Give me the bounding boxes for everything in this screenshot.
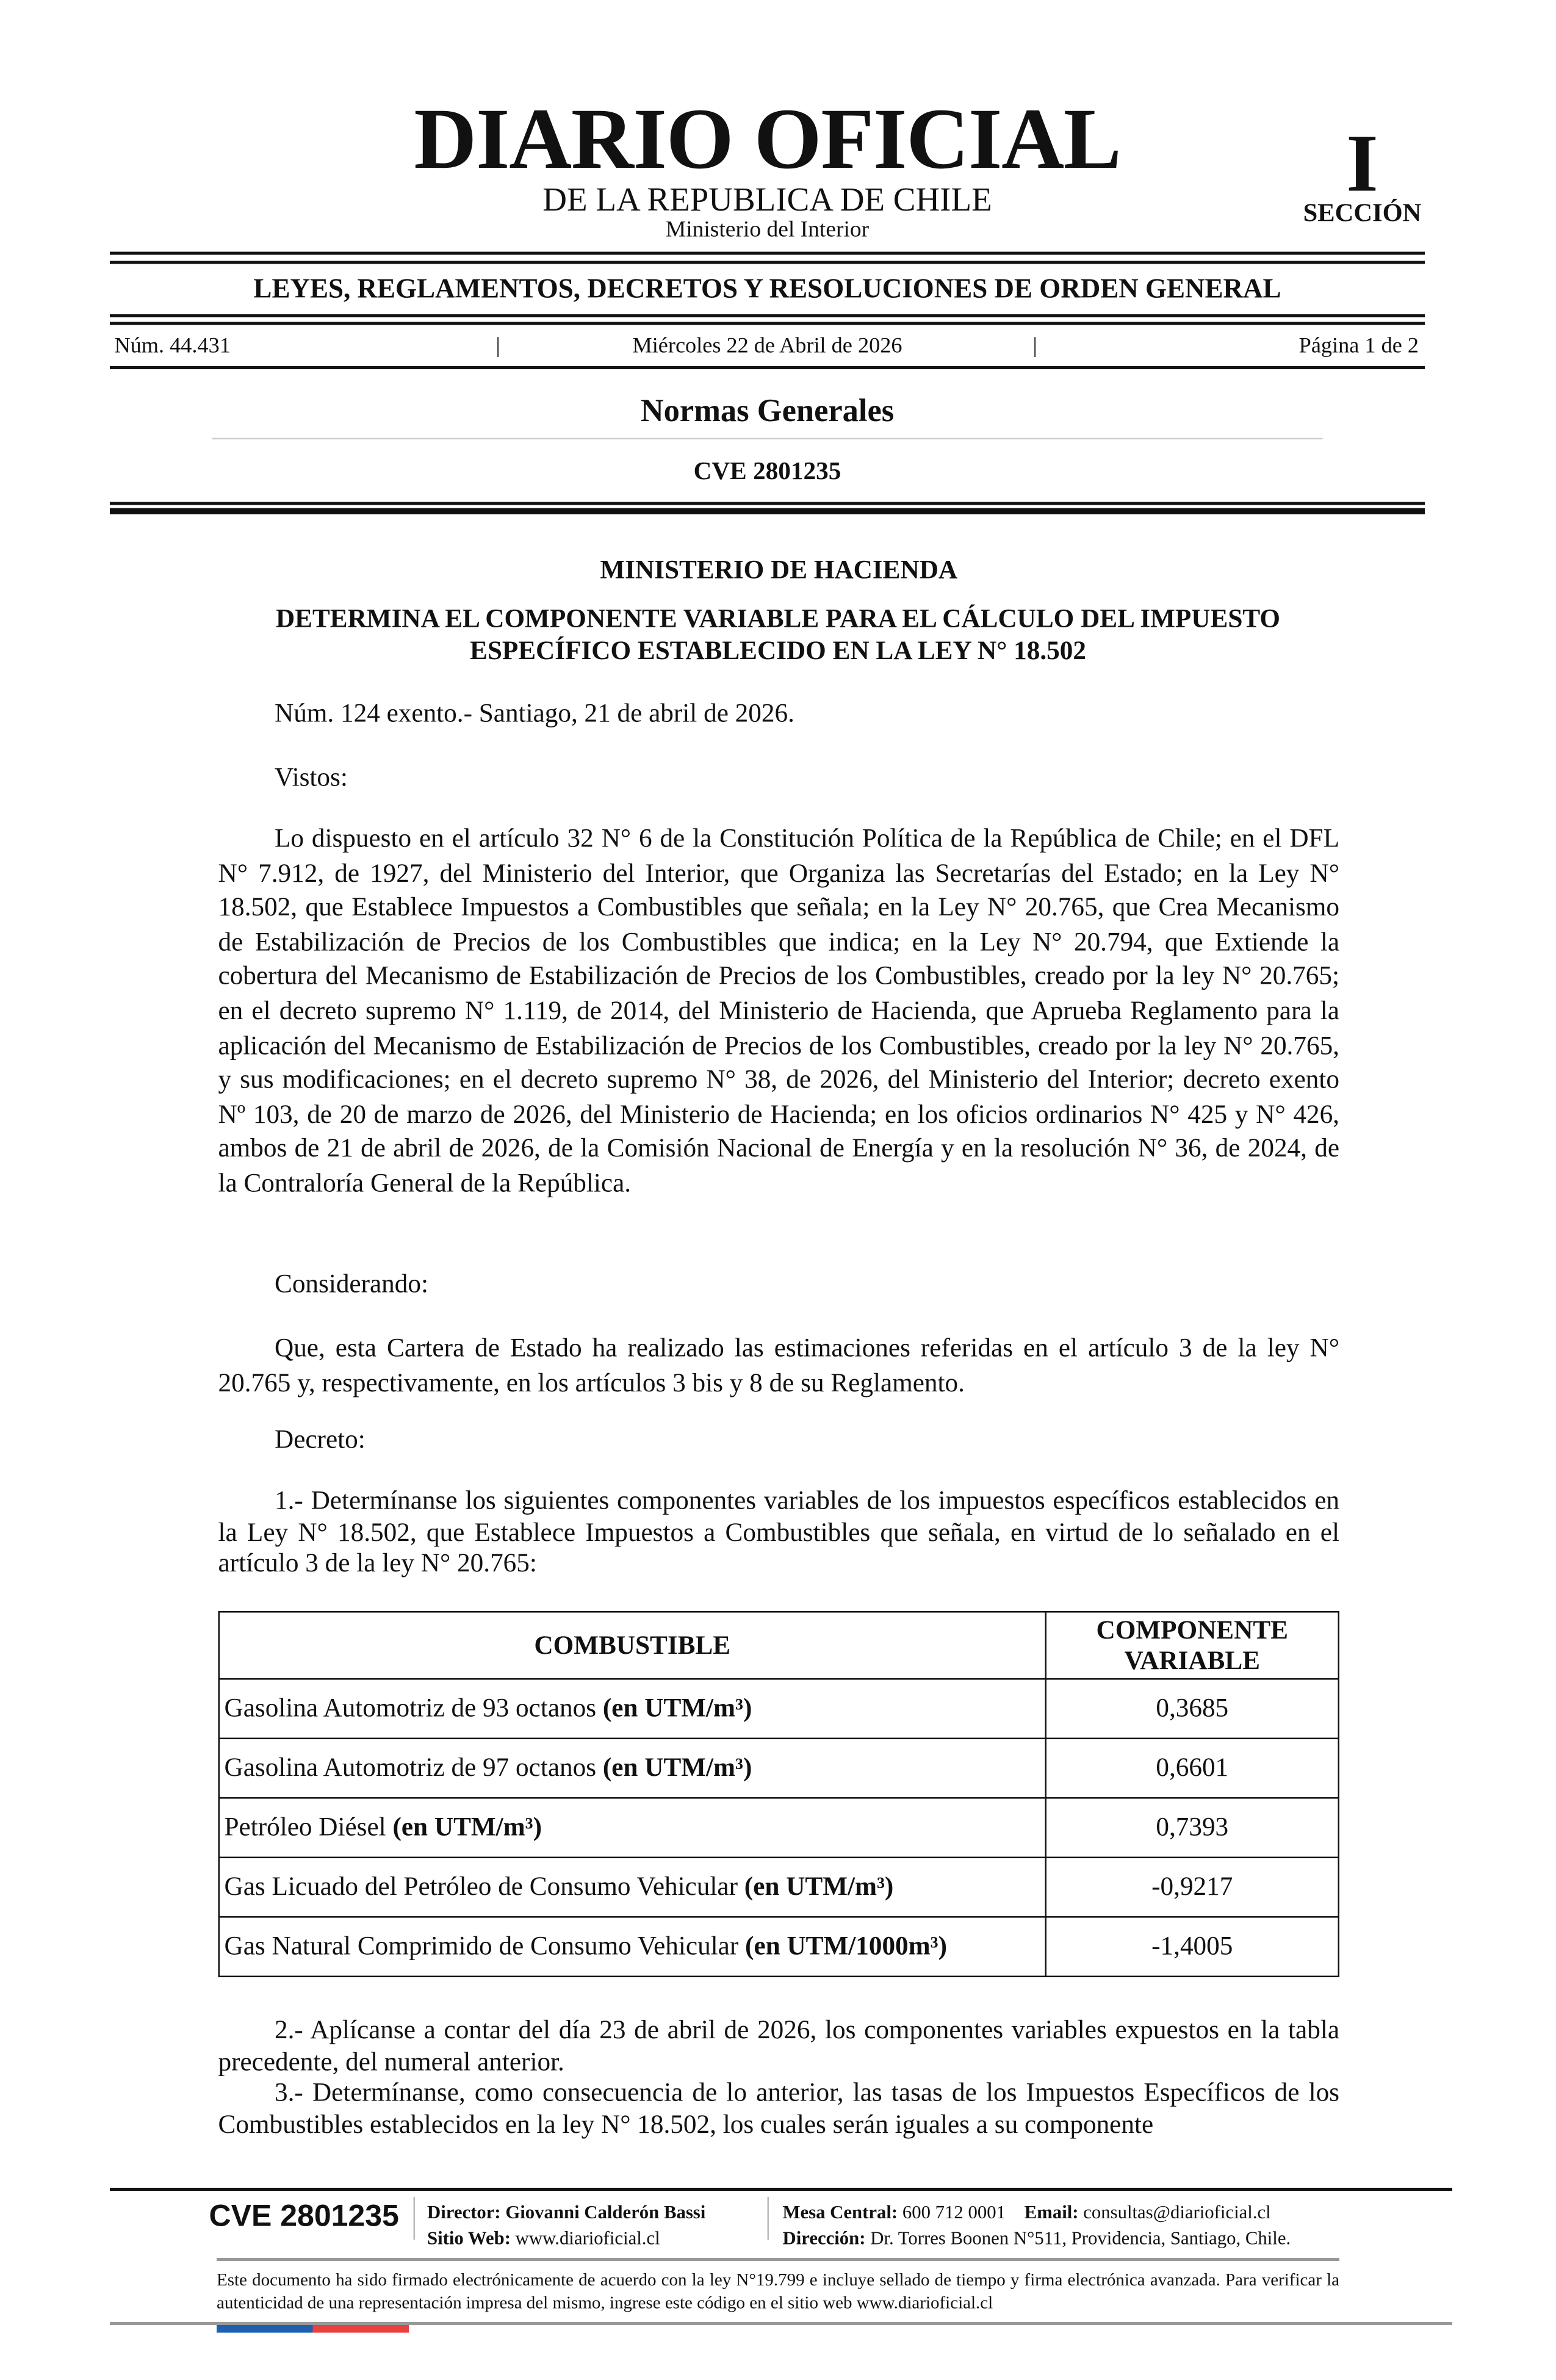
separator: |	[495, 334, 500, 359]
decreto-heading: Decreto:	[275, 1425, 366, 1454]
divider	[110, 261, 1425, 264]
table-header-row	[219, 1612, 1339, 1679]
fuel-cell: Gasolina Automotriz de 97 octanos (en UTM/m³)	[219, 1739, 1046, 1798]
title-line: ESPECÍFICO ESTABLECIDO EN LA LEY N° 18.502	[470, 636, 1086, 665]
separator: |	[1032, 334, 1037, 359]
page-indicator: Página 1 de 2	[1298, 334, 1419, 359]
divider	[110, 366, 1425, 369]
document-title	[153, 603, 1403, 667]
article-2: 2.- Aplícanse a contar del día 23 de abril de 2026, los componentes variables expuestos en la tabla precedente, del numeral anterior.	[218, 2015, 1339, 2076]
footer-director: Director: Giovanni Calderón Bassi Sitio Web: www.diarioficial.cl	[427, 2201, 706, 2249]
fuel-components-table	[218, 1611, 1340, 1977]
issue-date: Miércoles 22 de Abril de 2026	[632, 334, 902, 359]
vistos-heading: Vistos:	[275, 763, 348, 792]
divider	[110, 508, 1425, 514]
flag-bar-blue	[217, 2325, 313, 2333]
vistos-paragraph: Lo dispuesto en el artículo 32 N° 6 de la Constitución Política de la República de Chile; en el DFL N° 7.912, de 1927, del Ministerio del Interior, que Organiza las Secretarías del Estado; en la Ley N° 18.502, que Establece Impuestos a Combustibles que señala; en la Ley N° 20.765, que Crea Mecanismo de Estabilización de Precios de los Combustibles que indica; en la Ley N° 20.794, que Extiende la cobertura del Mecanismo de Estabilización de Precios de los Combustibles, creado por la ley N° 20.765; en el decreto supremo N° 1.119, de 2014, del Ministerio de Hacienda, que Aprueba Reglamento para la aplicación del Mecanismo de Estabilización de Precios de los Combustibles, creado por la ley N° 20.765, y sus modificaciones; en el decreto supremo N° 38, de 2026, del Ministerio del Interior; decreto exento Nº 103, de 20 de marzo de 2026, del Ministerio de Hacienda; en los oficios ordinarios N° 425 y N° 426, ambos de 21 de abril de 2026, de la Comisión Nacional de Energía y en la resolución N° 36, de 2024, de la Contraloría General de la República.	[218, 824, 1339, 1198]
masthead-subtitle: DE LA REPUBLICA DE CHILE	[542, 180, 992, 218]
website-link[interactable]: www.diarioficial.cl	[515, 2227, 660, 2249]
divider	[212, 438, 1323, 440]
footer-divider	[217, 2258, 1339, 2261]
issue-number: Núm. 44.431	[114, 334, 231, 359]
divider	[110, 314, 1425, 317]
table-row	[219, 1917, 1339, 1977]
column-header: COMPONENTE VARIABLE	[1046, 1612, 1339, 1679]
value-cell: -0,9217	[1046, 1858, 1339, 1917]
title-line: DETERMINA EL COMPONENTE VARIABLE PARA EL CÁLCULO DEL IMPUESTO	[275, 604, 1281, 633]
masthead-ministry: Ministerio del Interior	[665, 218, 870, 243]
footer-separator	[414, 2197, 416, 2240]
table-row	[219, 1798, 1339, 1858]
column-header: COMBUSTIBLE	[219, 1612, 1046, 1679]
fuel-cell: Petróleo Diésel (en UTM/m³)	[219, 1798, 1046, 1858]
divider	[110, 252, 1425, 255]
section-label: SECCIÓN	[1303, 198, 1422, 228]
section-numeral: I	[1346, 117, 1378, 209]
cve-code: CVE 2801235	[693, 456, 841, 485]
value-cell: 0,7393	[1046, 1798, 1339, 1858]
flag-bar-red	[313, 2325, 409, 2333]
masthead-title: DIARIO OFICIAL	[414, 92, 1121, 188]
footer-contact: Mesa Central: 600 712 0001 Email: consultas@diarioficial.cl Dirección: Dr. Torres Boonen N°511, Providencia, Santiago, Chile.	[782, 2201, 1291, 2249]
value-cell: 0,6601	[1046, 1739, 1339, 1798]
fuel-cell: Gas Licuado del Petróleo de Consumo Vehicular (en UTM/m³)	[219, 1858, 1046, 1917]
footer-cve: CVE 2801235	[209, 2200, 399, 2234]
fuel-cell: Gasolina Automotriz de 93 octanos (en UTM/m³)	[219, 1679, 1046, 1739]
value-cell: -1,4005	[1046, 1917, 1339, 1977]
table-row	[219, 1679, 1339, 1739]
article-3: 3.- Determínanse, como consecuencia de lo anterior, las tasas de los Impuestos Específicos de los Combustibles establecidos en la ley N° 18.502, los cuales serán iguales a su componente	[218, 2078, 1339, 2138]
fuel-cell: Gas Natural Comprimido de Consumo Vehicular (en UTM/1000m³)	[219, 1917, 1046, 1977]
article-1: 1.- Determínanse los siguientes componentes variables de los impuestos específicos establecidos en la Ley N° 18.502, que Establece Impuestos a Combustibles que señala, en virtud de lo señalado en el artículo 3 de la ley N° 20.765:	[218, 1486, 1339, 1578]
email-link[interactable]: consultas@diarioficial.cl	[1083, 2201, 1271, 2223]
divider	[110, 322, 1425, 325]
footer-disclaimer: Este documento ha sido firmado electrónicamente de acuerdo con la ley N°19.799 e incluye sellado de tiempo y firma electrónica avanzada. Para verificar la autenticidad de una representación impresa del mismo, ingrese este código en el sitio web www.diarioficial.cl	[217, 2270, 1339, 2312]
footer-divider	[110, 2188, 1452, 2191]
category-heading: LEYES, REGLAMENTOS, DECRETOS Y RESOLUCIONES DE ORDEN GENERAL	[253, 273, 1281, 304]
considerando-heading: Considerando:	[275, 1269, 428, 1299]
section-title: Normas Generales	[640, 392, 895, 429]
decree-number: Núm. 124 exento.- Santiago, 21 de abril de 2026.	[275, 699, 794, 728]
footer-separator	[768, 2197, 769, 2240]
issuing-ministry: MINISTERIO DE HACIENDA	[600, 555, 958, 585]
table-row	[219, 1858, 1339, 1917]
value-cell: 0,3685	[1046, 1679, 1339, 1739]
divider	[110, 502, 1425, 505]
table-row	[219, 1739, 1339, 1798]
considerando-paragraph: Que, esta Cartera de Estado ha realizado las estimaciones referidas en el artículo 3 de la ley N° 20.765 y, respectivamente, en los artículos 3 bis y 8 de su Reglamento.	[218, 1333, 1339, 1397]
